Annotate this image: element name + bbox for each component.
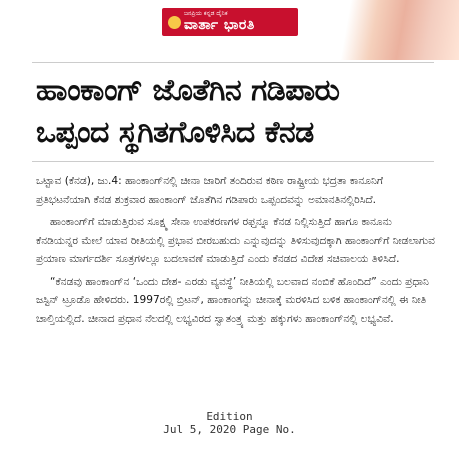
article-paragraph: ಹಾಂಕಾಂಗ್‌ಗೆ ಮಾಡುತ್ತಿರುವ ಸೂಕ್ಷ್ಮ ಸೇನಾ ಉಪಕರಣಗಳ ರಫ್ತನ್ನೂ ಕೆನಡ ನಿಲ್ಲಿಸುತ್ತಿದೆ ಹಾಗೂ ಕಾನೂನು ಕೆನಡಿಯನ್ನರ ಮೇಲೆ ಯಾವ ರೀತಿಯಲ್ಲಿ ಪ್ರಭಾವ ಬೀರಬಹುದು ಎನ್ನುವುದನ್ನು ತಿಳಿಸುವುದಕ್ಕಾಗಿ ಹಾಂಕಾಂಗ್‌ಗೆ ನೀಡಲಾಗುವ ಪ್ರಯಾಣ ಮಾರ್ಗದರ್ಶಿ ಸೂತ್ರಗಳಲ್ಲೂ ಬದಲಾವಣೆ ಮಾಡುತ್ತಿದೆ ಎಂದು ಕೆನಡದ ವಿದೇಶ ಸಚಿವಾಲಯ ತಿಳಿಸಿದೆ. bbox=[36, 216, 435, 265]
article-headline bbox=[36, 70, 436, 154]
masthead bbox=[0, 0, 459, 44]
masthead-photo bbox=[330, 0, 459, 60]
edition-footer bbox=[0, 410, 459, 436]
edition-date-page: Jul 5, 2020 Page No. bbox=[163, 423, 296, 436]
headline-line-1: ಹಾಂಕಾಂಗ್ ಜೊತೆಗಿನ ಗಡಿಪಾರು bbox=[36, 73, 340, 108]
logo-title: ವಾರ್ತಾ ಭಾರತಿ bbox=[184, 17, 255, 33]
logo-tagline: ಜನಪ್ರಿಯ ಕನ್ನಡ ದೈನಿಕ bbox=[184, 10, 228, 17]
edition-label: Edition bbox=[206, 410, 253, 423]
article-paragraph: “ಕೆನಡವು ಹಾಂಕಾಂಗ್‌ನ ‘ಒಂದು ದೇಶ- ಎರಡು ವ್ಯವಸ್ಥೆ’ ನೀತಿಯಲ್ಲಿ ಬಲವಾದ ನಂಬಿಕೆ ಹೊಂದಿದೆ” ಎಂದು ಪ್ರಧಾನಿ ಜಸ್ಟಿನ್ ಟ್ರೂಡೊ ಹೇಳಿದರು. 1997ರಲ್ಲಿ ಬ್ರಿಟನ್, ಹಾಂಕಾಂಗನ್ನು ಚೀನಾಕ್ಕೆ ಮರಳಿಸಿದ ಬಳಿಕ ಹಾಂಕಾಂಗ್‌ನಲ್ಲಿ ಈ ನೀತಿ ಚಾಲ್ತಿಯಲ್ಲಿದೆ. ಚೀನಾದ ಪ್ರಧಾನ ನೆಲದಲ್ಲಿ ಲಭ್ಯವಿರದ ಸ್ವಾತಂತ್ರ್ಯ ಮತ್ತು ಹಕ್ಕುಗಳು ಹಾಂಕಾಂಗ್‌ನಲ್ಲಿ ಲಭ್ಯವಿವೆ. bbox=[36, 275, 429, 325]
logo-emblem-icon bbox=[168, 16, 181, 29]
article-body bbox=[36, 172, 436, 332]
article-paragraph: ಒಟ್ಟಾವ (ಕೆನಡ), ಜು.4: ಹಾಂಕಾಂಗ್‌ನಲ್ಲಿ ಚೀನಾ ಜಾರಿಗೆ ತಂದಿರುವ ಕಠಿಣ ರಾಷ್ಟ್ರೀಯ ಭದ್ರತಾ ಕಾನೂನಿಗೆ ಪ್ರತಿಭಟನೆಯಾಗಿ ಕೆನಡ ಶುಕ್ರವಾರ ಹಾಂಕಾಂಗ್ ಜೊತೆಗಿನ ಗಡಿಪಾರು ಒಪ್ಪಂದವನ್ನು ಅಮಾನತಿನಲ್ಲಿರಿಸಿದೆ. bbox=[36, 175, 384, 206]
headline-line-2: ಒಪ್ಪಂದ ಸ್ಥಗಿತಗೊಳಿಸಿದ ಕೆನಡ bbox=[36, 115, 314, 150]
newspaper-logo[interactable] bbox=[162, 8, 298, 36]
